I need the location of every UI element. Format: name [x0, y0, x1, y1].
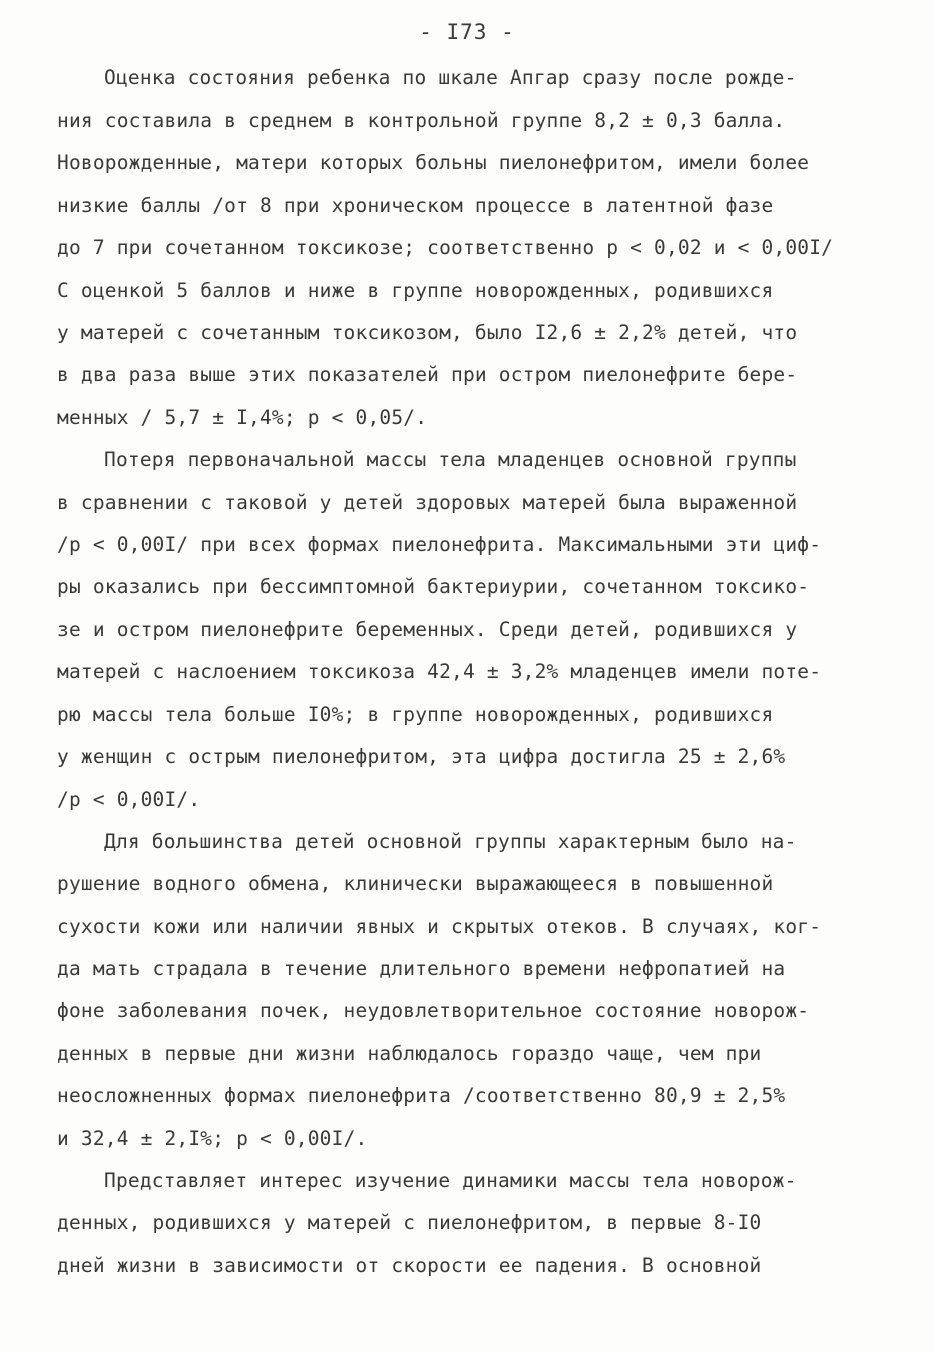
text-line: денных в первые дни жизни наблюдалось гораздо чаще, чем при: [57, 1042, 762, 1065]
page-number: - I73 -: [419, 20, 515, 44]
text-line: фоне заболевания почек, неудовлетворительное состояние новорож-: [57, 999, 810, 1022]
text-line: в два раза выше этих показателей при остром пиелонефрите бере-: [57, 363, 798, 386]
text-line: и 32,4 ± 2,I%; p < 0,00I/.: [57, 1127, 368, 1150]
text-line: Представляет интерес изучение динамики массы тела новорож-: [104, 1169, 797, 1192]
text-line: у матерей с сочетанным токсикозом, было I2,6 ± 2,2% детей, что: [57, 321, 798, 344]
text-line: до 7 при сочетанном токсикозе; соответственно p < 0,02 и < 0,00I/: [57, 236, 834, 259]
text-line: /p < 0,00I/ при всех формах пиелонефрита. Максимальными эти циф-: [57, 533, 822, 556]
text-line: неосложненных формах пиелонефрита /соответственно 80,9 ± 2,5%: [57, 1084, 786, 1107]
text-line: да мать страдала в течение длительного времени нефропатией на: [57, 957, 786, 980]
text-line: дней жизни в зависимости от скорости ее падения. В основной: [57, 1254, 762, 1277]
text-line: ры оказались при бессимптомной бактериурии, сочетанном токсико-: [57, 575, 810, 598]
text-line: Потеря первоначальной массы тела младенцев основной группы: [104, 448, 797, 471]
text-line: Новорожденные, матери которых больны пиелонефритом, имели более: [57, 151, 810, 174]
text-line: рушение водного обмена, клинически выражающееся в повышенной: [57, 872, 774, 895]
text-line: Для большинства детей основной группы характерным было на-: [104, 830, 797, 853]
text-line: матерей с наслоением токсикоза 42,4 ± 3,2% младенцев имели поте-: [57, 660, 822, 683]
text-line: Оценка состояния ребенка по шкале Апгар сразу после рожде-: [104, 66, 797, 89]
text-line: у женщин с острым пиелонефритом, эта цифра достигла 25 ± 2,6%: [57, 745, 786, 768]
text-line: С оценкой 5 баллов и ниже в группе новорожденных, родившихся: [57, 279, 774, 302]
text-line: сухости кожи или наличии явных и скрытых отеков. В случаях, ког-: [57, 915, 822, 938]
text-line: низкие баллы /от 8 при хроническом процессе в латентной фазе: [57, 194, 774, 217]
text-line: /p < 0,00I/.: [57, 788, 201, 811]
text-line: денных, родившихся у матерей с пиелонефритом, в первые 8-I0: [57, 1211, 762, 1234]
text-line: менных / 5,7 ± I,4%; p < 0,05/.: [57, 406, 428, 429]
text-line: зе и остром пиелонефрите беременных. Среди детей, родившихся у: [57, 618, 798, 641]
text-line: рю массы тела больше I0%; в группе новорожденных, родившихся: [57, 703, 774, 726]
text-line: ния составила в среднем в контрольной группе 8,2 ± 0,3 балла.: [57, 109, 786, 132]
text-line: в сравнении с таковой у детей здоровых матерей была выраженной: [57, 491, 798, 514]
